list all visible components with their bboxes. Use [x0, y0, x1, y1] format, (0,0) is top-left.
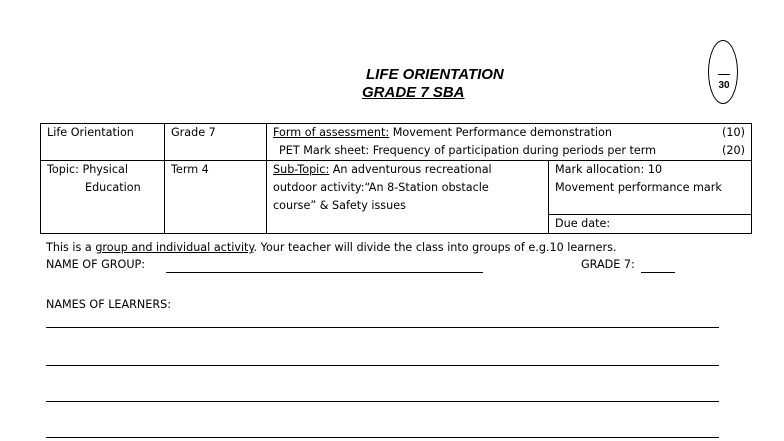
table-row — [41, 124, 752, 161]
learner-name-line[interactable] — [46, 401, 719, 402]
learner-name-line[interactable] — [46, 437, 719, 438]
instruction-paragraph — [46, 240, 617, 256]
grade-value: Grade 7 — [171, 126, 216, 139]
grade-label: GRADE 7: — [581, 258, 635, 271]
grade-field[interactable] — [641, 272, 675, 273]
mark-allocation-line-2: Movement performance mark — [555, 181, 722, 194]
due-date-cell — [549, 215, 752, 234]
assessment-info-table — [40, 123, 752, 234]
pet-line — [273, 142, 745, 160]
total-marks-oval — [708, 40, 738, 104]
assessment-marks: (10) — [722, 126, 746, 139]
grade-cell — [165, 124, 267, 161]
subtopic-line-3: course” & Safety issues — [273, 199, 406, 212]
document-title: LIFE ORIENTATION — [366, 66, 504, 83]
topic-label: Topic: Physical — [47, 163, 128, 176]
assessment-value: Movement Performance demonstration — [392, 126, 612, 139]
mark-allocation-cell — [549, 161, 752, 215]
total-marks: 30 — [718, 80, 730, 91]
mark-allocation-line-1: Mark allocation: 10 — [555, 163, 663, 176]
term-value: Term 4 — [171, 163, 209, 176]
group-name-field[interactable] — [166, 272, 483, 273]
topic-cell — [41, 161, 165, 234]
subtopic-cell — [267, 161, 549, 234]
subject-name: Life Orientation — [47, 126, 134, 139]
subtopic-line-2: outdoor activity:“An 8-Station obstacle — [273, 181, 489, 194]
table-row — [41, 161, 752, 215]
subject-cell — [41, 124, 165, 161]
learner-name-line[interactable] — [46, 365, 719, 366]
subtopic-line-1: An adventurous recreational — [332, 163, 492, 176]
assessment-cell — [267, 124, 752, 161]
group-name-label: NAME OF GROUP: — [46, 258, 146, 271]
pet-text: PET Mark sheet: Frequency of participation during periods per term — [279, 144, 657, 157]
instruction-prefix: This is a — [46, 241, 96, 254]
assessment-label: Form of assessment: — [273, 126, 390, 139]
learners-label: NAMES OF LEARNERS: — [46, 298, 172, 311]
term-cell — [165, 161, 267, 234]
assessment-line — [273, 124, 745, 142]
score-fraction-line — [718, 74, 730, 75]
instruction-suffix: . Your teacher will divide the class into groups of e.g.10 learners. — [253, 241, 617, 254]
pet-marks: (20) — [722, 144, 746, 157]
topic-label-continued: Education — [85, 181, 141, 194]
document-subtitle: GRADE 7 SBA — [362, 84, 465, 101]
activity-type: group and individual activity — [95, 241, 254, 254]
due-date-label: Due date: — [555, 217, 611, 230]
subtopic-label: Sub-Topic: — [273, 163, 330, 176]
learner-name-line[interactable] — [46, 327, 719, 328]
